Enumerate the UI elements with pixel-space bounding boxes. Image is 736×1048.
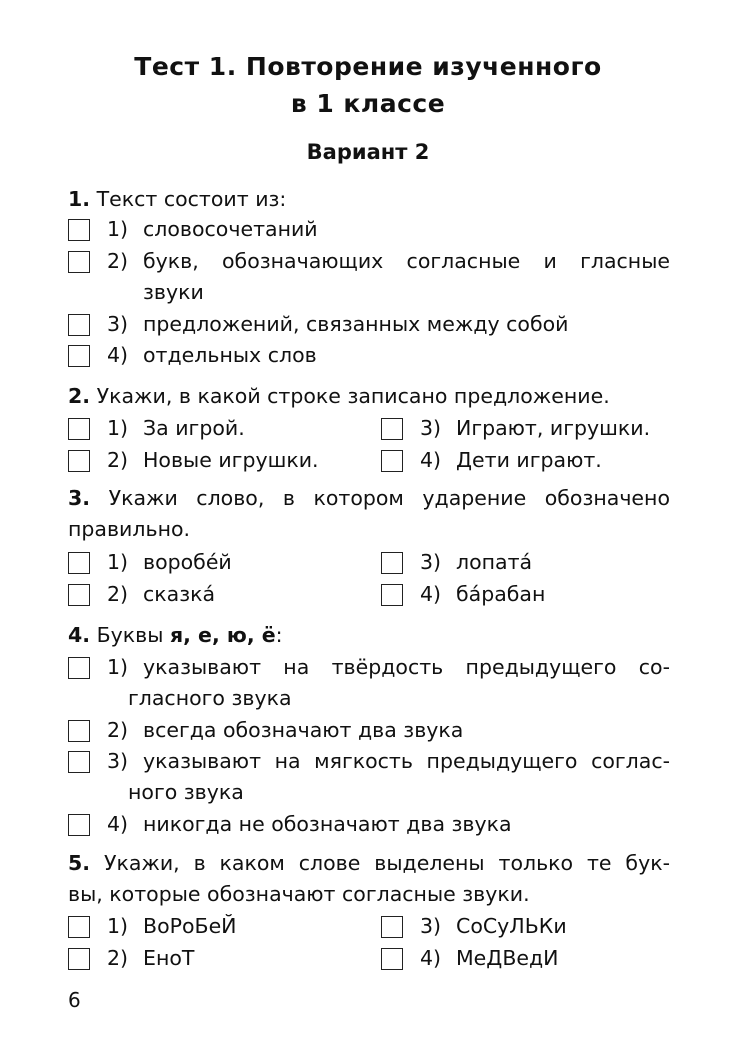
option-text-continuation: гласного звука	[128, 686, 292, 710]
option-text: указывают на твёрдость предыдущего со-	[143, 655, 670, 679]
answer-checkbox[interactable]	[381, 584, 403, 606]
option-number: 1)	[107, 655, 129, 679]
question-5	[68, 848, 670, 879]
question-4	[68, 620, 670, 651]
option-number: 3)	[420, 914, 442, 938]
option-number: 2)	[107, 448, 129, 472]
option-text: СоСуЛЬКи	[456, 914, 567, 938]
option-text: За игрой.	[143, 416, 245, 440]
question-text: Укажи слово, в котором ударение обозначено	[108, 486, 670, 510]
option-number: 3)	[107, 312, 129, 336]
option-number: 4)	[420, 946, 442, 970]
question-3	[68, 483, 670, 514]
page-number: 6	[68, 988, 81, 1012]
option-number: 2)	[107, 946, 129, 970]
answer-checkbox[interactable]	[68, 916, 90, 938]
option-number: 4)	[107, 812, 129, 836]
answer-checkbox[interactable]	[68, 251, 90, 273]
option-text: ба́рабан	[456, 582, 546, 606]
page-title-line-2: в 1 классе	[290, 89, 446, 118]
option-text: ВоРоБеЙ	[143, 914, 237, 938]
option-text: ЕноТ	[143, 946, 195, 970]
answer-checkbox[interactable]	[68, 814, 90, 836]
variant-heading: Вариант 2	[306, 140, 430, 164]
question-1	[68, 184, 670, 215]
option-number: 3)	[420, 416, 442, 440]
option-text: МеДВедИ	[456, 946, 559, 970]
option-number: 4)	[420, 448, 442, 472]
answer-checkbox[interactable]	[381, 916, 403, 938]
option-text: указывают на мягкость предыдущего соглас-	[143, 749, 670, 773]
question-number: 1.	[68, 187, 91, 211]
question-text: Текст состоит из:	[96, 187, 287, 211]
option-number: 4)	[420, 582, 442, 606]
question-2	[68, 381, 670, 412]
answer-checkbox[interactable]	[68, 751, 90, 773]
option-text: сказка́	[143, 582, 216, 606]
answer-checkbox[interactable]	[68, 584, 90, 606]
highlighted-letters: я, е, ю, ё	[169, 623, 276, 647]
answer-checkbox[interactable]	[68, 948, 90, 970]
question-text: :	[275, 623, 283, 647]
option-number: 1)	[107, 217, 129, 241]
question-text-continuation: правильно.	[68, 517, 191, 541]
answer-checkbox[interactable]	[68, 450, 90, 472]
answer-checkbox[interactable]	[68, 720, 90, 742]
option-number: 2)	[107, 582, 129, 606]
question-number: 5.	[68, 851, 91, 875]
question-text: Укажи, в каком слове выделены только те бук-	[103, 851, 670, 875]
answer-checkbox[interactable]	[381, 552, 403, 574]
option-number: 3)	[107, 749, 129, 773]
question-number: 4.	[68, 623, 91, 647]
option-text: словосочетаний	[143, 217, 318, 241]
question-text: Буквы	[96, 623, 170, 647]
question-number: 3.	[68, 486, 91, 510]
option-number: 1)	[107, 416, 129, 440]
option-text: отдельных слов	[143, 343, 317, 367]
option-number: 3)	[420, 550, 442, 574]
answer-checkbox[interactable]	[68, 314, 90, 336]
option-text: никогда не обозначают два звука	[143, 812, 512, 836]
answer-checkbox[interactable]	[68, 657, 90, 679]
option-text: воробе́й	[143, 550, 232, 574]
option-number: 4)	[107, 343, 129, 367]
option-text: Дети играют.	[456, 448, 602, 472]
answer-checkbox[interactable]	[381, 418, 403, 440]
option-number: 1)	[107, 914, 129, 938]
option-text: букв, обозначающих согласные и гласные	[143, 249, 670, 273]
option-number: 2)	[107, 718, 129, 742]
answer-checkbox[interactable]	[381, 948, 403, 970]
option-number: 1)	[107, 550, 129, 574]
option-text: Новые игрушки.	[143, 448, 319, 472]
page-title-line-1: Тест 1. Повторение изученного	[134, 52, 602, 81]
option-number: 2)	[107, 249, 129, 273]
answer-checkbox[interactable]	[381, 450, 403, 472]
option-text: лопата́	[456, 550, 533, 574]
question-text-continuation: вы, которые обозначают согласные звуки.	[68, 882, 530, 906]
option-text: всегда обозначают два звука	[143, 718, 464, 742]
question-text: Укажи, в какой строке записано предложение.	[96, 384, 610, 408]
answer-checkbox[interactable]	[68, 345, 90, 367]
answer-checkbox[interactable]	[68, 552, 90, 574]
answer-checkbox[interactable]	[68, 219, 90, 241]
question-number: 2.	[68, 384, 91, 408]
option-text-continuation: ного звука	[128, 780, 244, 804]
answer-checkbox[interactable]	[68, 418, 90, 440]
option-text: предложений, связанных между собой	[143, 312, 569, 336]
option-text-continuation: звуки	[143, 280, 204, 304]
option-text: Играют, игрушки.	[456, 416, 651, 440]
